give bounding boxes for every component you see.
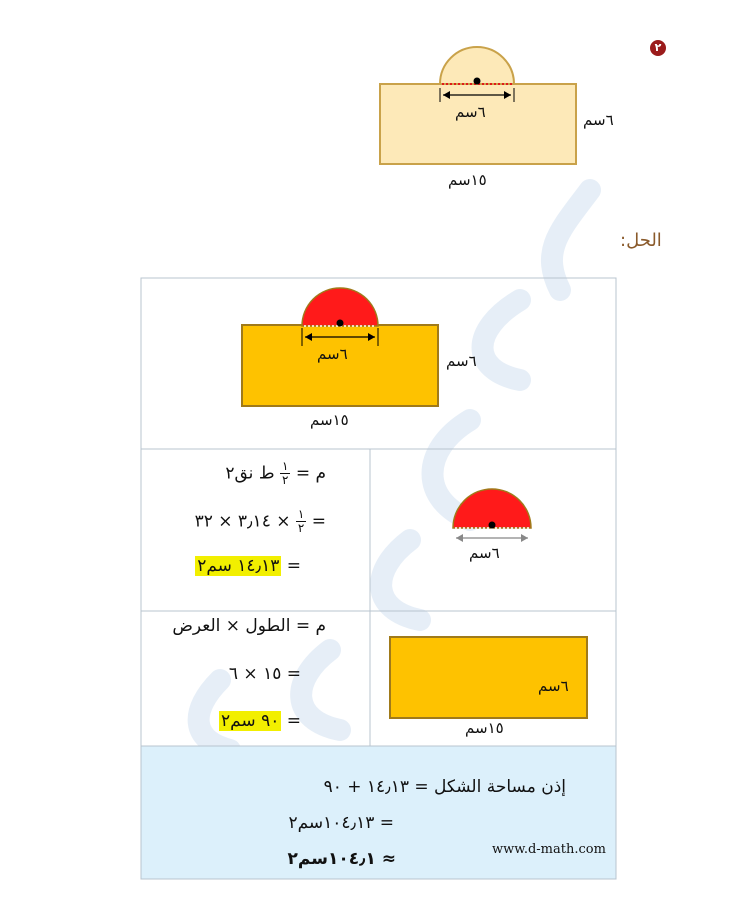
rectangle-width-label: ١٥سم	[465, 719, 504, 737]
rectangle-result-prefix: =	[286, 711, 301, 731]
total-line-3: ≈ ١٠٤٫١سم٢	[287, 849, 396, 869]
total-line-2: = ١٠٤٫١٣سم٢	[288, 813, 394, 833]
website-link[interactable]: www.d-math.com	[492, 842, 606, 857]
half-fraction-2: $\frac{١}{٢}$	[297, 507, 305, 535]
rectangle-formula: م = الطول × العرض	[172, 616, 326, 636]
rectangle-result: ٩٠ سم٢	[220, 711, 280, 731]
semicircle-result-prefix: =	[286, 556, 301, 576]
semicircle-formula-suffix: ط نق٢	[225, 463, 275, 484]
rectangle-height-label: ٦سم	[538, 677, 569, 695]
semicircle-figure	[445, 480, 540, 550]
solution-diameter-label: ٦سم	[317, 345, 348, 363]
semicircle-substitution-prefix: =	[311, 511, 326, 532]
problem-diameter-label: ٦سم	[455, 103, 486, 121]
semicircle-formula-prefix: م =	[295, 463, 326, 484]
rectangle-result-line	[219, 711, 301, 731]
semicircle-result: ١٤٫١٣ سم٢	[197, 556, 280, 576]
semicircle-substitution-suffix: × ٣٫١٤ × ٣٢	[194, 511, 291, 532]
problem-width-label: ١٥سم	[448, 171, 487, 189]
rectangle-substitution: = ١٥ × ٦	[228, 664, 301, 684]
problem-height-label: ٦سم	[583, 111, 614, 129]
total-line-1: إذن مساحة الشكل = ١٤٫١٣ + ٩٠	[323, 777, 566, 797]
solution-heading: الحل:	[620, 230, 662, 251]
semicircle-diameter-label: ٦سم	[469, 544, 500, 562]
solution-height-label: ٦سم	[446, 352, 477, 370]
solution-width-label: ١٥سم	[310, 411, 349, 429]
half-fraction: $\frac{١}{٢}$	[281, 459, 289, 487]
semicircle-substitution-line	[195, 508, 326, 535]
problem-number-badge: ٢	[650, 40, 666, 56]
semicircle-formula-line	[225, 460, 326, 487]
semicircle-result-line	[195, 556, 301, 576]
